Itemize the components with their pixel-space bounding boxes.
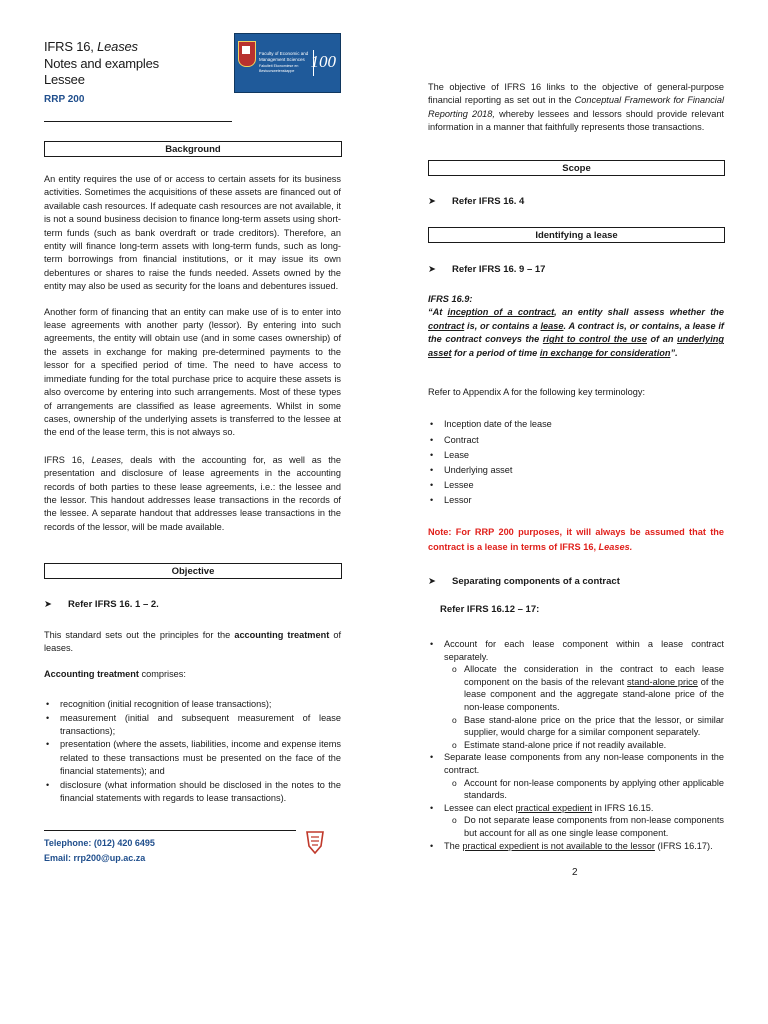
list-item: • recognition (initial recognition of lease transactions);: [44, 698, 341, 711]
objective-reference: ➤ Refer IFRS 16. 1 – 2.: [44, 599, 159, 610]
list-item: • Lessee: [428, 478, 724, 493]
treatment-intro: Accounting treatment comprises:: [44, 668, 186, 679]
title-line-1: IFRS 16, Leases: [44, 39, 138, 54]
objective-section: [44, 629, 341, 805]
scope-heading: Scope: [428, 160, 725, 176]
background-paragraph-1: An entity requires the use of or access to certain assets for its business activities. Sometimes the acquisitions of these assets are financed out of available cash resources. If adequate cash resources are not available, it is not a sound business decision to finance long-term assets using short-term funds (such as bank overdraft or trade creditors). Therefore, an entity will finance long-term assets with long-term funds, such as long-term borrowings from financial institutions, or it may issue its own debentures or shares to raise the funds needed. Assets owned by the entity may also be used as security for the loans and debentures issued.: [44, 174, 341, 292]
background-paragraph-2: Another form of financing that an entity can make use of is to enter into lease agreements with another party (lessor). By entering into such agreements, the entity will obtain use (and in some cases ownership) of the assets in exchange for making pre-determined payments to the lessor for a specified period of time. The need to have access to immediate funding for the total purchase price to acquire these assets is also overcome by entering into such arrangements. Most of these types of arrangements are classified as lease agreements. Whilst in some cases, ownership of the underlying assets is transferred to the lessee at the end of the lease term, this is not always so.: [44, 306, 341, 438]
footer-email[interactable]: Email: rrp200@up.ac.za: [44, 853, 146, 863]
arrowhead-icon: ➤: [428, 196, 436, 207]
ifrs-16-9-quote: “At inception of a contract, an entity shall assess whether the contract is, or contains a lease. A contract is, or contains, a lease if the contract conveys the right to control the use of an underlying asset for a period of time in exchange for consideration”.: [428, 307, 725, 358]
sub-list-item: o Allocate the consideration in the contract to each lease component on the basis of the relevant stand-alone price of the lease component and the aggregate stand-alone price of the non-lease components.: [428, 663, 724, 713]
treatment-list: [44, 698, 341, 805]
scope-reference: ➤ Refer IFRS 16. 4: [428, 196, 525, 207]
objective-link-paragraph: The objective of IFRS 16 links to the objective of general-purpose financial reporting as set out in the Conceptual Framework for Financial Reporting 2018, whereby lessees and lessors should provide relevant information in a manner that faithfully represents those transactions.: [428, 82, 724, 133]
sub-list-item: o Estimate stand-alone price if not readily available.: [428, 739, 724, 752]
page-number: 2: [572, 867, 578, 878]
list-item: • disclosure (what information should be disclosed in the notes to the financial statements with regards to lease transactions).: [44, 779, 341, 806]
objective-paragraph: This standard sets out the principles for the accounting treatment of leases.: [44, 630, 341, 654]
list-item: • Underlying asset: [428, 463, 724, 478]
identifying-heading: Identifying a lease: [428, 227, 725, 243]
list-item: • Lease: [428, 448, 724, 463]
university-logo: [234, 33, 341, 93]
list-item: • presentation (where the assets, liabilities, income and expense items related to these transactions must be presented on the face of the financial statements); and: [44, 738, 341, 778]
list-item: • Account for each lease component within a lease contract separately.: [428, 638, 724, 663]
list-item: • Contract: [428, 433, 724, 448]
arrowhead-icon: ➤: [44, 599, 52, 610]
ifrs-16-9-label: IFRS 16.9:: [428, 294, 473, 304]
background-section: [44, 173, 341, 534]
logo-anniversary: 100: [310, 52, 336, 71]
list-item: • Separate lease components from any non-lease components in the contract.: [428, 751, 724, 776]
crest-icon: [238, 41, 256, 67]
separating-list: [428, 638, 724, 852]
terminology-list: [428, 417, 724, 508]
course-code: RRP 200: [44, 94, 85, 105]
header-rule: [44, 121, 232, 122]
emblem-icon: [303, 828, 327, 856]
list-item: • measurement (initial and subsequent measurement of lease transactions);: [44, 712, 341, 739]
arrowhead-icon: ➤: [428, 576, 436, 587]
objective-heading: Objective: [44, 563, 342, 579]
list-item: • Lessor: [428, 493, 724, 508]
list-item: • Lessee can elect practical expedient in IFRS 16.15.: [428, 802, 724, 815]
identifying-reference: ➤ Refer IFRS 16. 9 – 17: [428, 264, 546, 275]
sub-list-item: o Base stand-alone price on the price that the lessor, or similar supplier, would charge for a similar component separately.: [428, 714, 724, 739]
document-title: [44, 39, 159, 89]
title-line-2: Notes and examples: [44, 55, 159, 71]
footer-telephone: Telephone: (012) 420 6495: [44, 838, 155, 848]
identifying-section: [428, 293, 724, 555]
rrp-note: Note: For RRP 200 purposes, it will always be assumed that the contract is a lease in terms of IFRS 16, Leases.: [428, 526, 724, 552]
title-line-3: Lessee: [44, 72, 85, 87]
footer-rule: [44, 830, 296, 831]
arrowhead-icon: ➤: [428, 264, 436, 275]
background-heading: Background: [44, 141, 342, 157]
list-item: • Inception date of the lease: [428, 417, 724, 432]
appendix-reference: Refer to Appendix A for the following key terminology:: [428, 387, 646, 398]
separating-reference: Refer IFRS 16.12 – 17:: [440, 604, 540, 615]
crest-detail: [242, 46, 250, 54]
background-paragraph-3: IFRS 16, Leases, deals with the accounting for, as well as the presentation and disclosure of lease agreements in the accounting records of both parties to these lease agreements, i.e.: the lessee and the lessor. This handout addresses lease transactions in the records of the lessee. A separate handout that addresses lease transactions in the records of the lessor, will be made available.: [44, 454, 341, 532]
sub-list-item: o Account for non-lease components by applying other applicable standards.: [428, 777, 724, 802]
separating-heading: ➤ Separating components of a contract: [428, 576, 620, 587]
objective-link-section: [428, 81, 724, 135]
logo-faculty-text: Faculty of Economic and Management Sciences Fakulteit Ekonomiese en Bestuurswetenskappe: [259, 51, 309, 73]
separating-section: [428, 638, 724, 852]
footer-contact: [44, 836, 155, 866]
list-item: • The practical expedient is not available to the lessor (IFRS 16.17).: [428, 840, 724, 853]
sub-list-item: o Do not separate lease components from non-lease components but account for all as one single lease component.: [428, 814, 724, 839]
